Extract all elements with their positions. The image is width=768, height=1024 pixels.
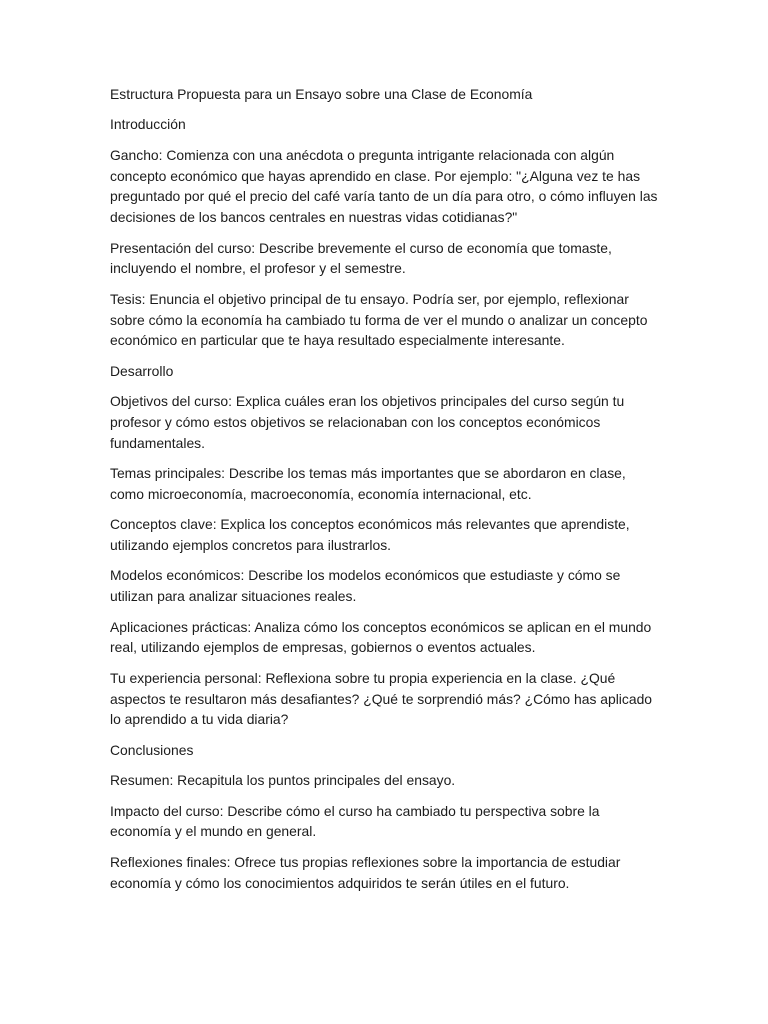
paragraph-temas-principales: Temas principales: Describe los temas más importantes que se abordaron en clase, como microeconomía, macroeconomía, economía internacional, etc.	[110, 465, 626, 502]
paragraph-resumen: Resumen: Recapitula los puntos principales del ensayo.	[110, 772, 456, 789]
paragraph-reflexiones-finales: Reflexiones finales: Ofrece tus propias reflexiones sobre la importancia de estudiar economía y cómo los conocimientos adquiridos te serán útiles en el futuro.	[110, 853, 621, 891]
paragraph-experiencia-personal: Tu experiencia personal: Reflexiona sobre tu propia experiencia en la clase. ¿Qué aspectos te resultaron más desafiantes? ¿Qué te sorprendió más? ¿Cómo has aplicado lo aprendido a tu vida diaria?	[110, 669, 653, 728]
paragraph-impacto-del-curso: Impacto del curso: Describe cómo el curso ha cambiado tu perspectiva sobre la economía y el mundo en general.	[110, 802, 600, 840]
paragraph-conceptos-clave: Conceptos clave: Explica los conceptos económicos más relevantes que aprendiste, utilizando ejemplos concretos para ilustrarlos.	[110, 516, 630, 554]
paragraph-presentacion-del-curso: Presentación del curso: Describe brevemente el curso de economía que tomaste, incluyendo el nombre, el profesor y el semestre.	[110, 239, 612, 277]
paragraph-tesis: Tesis: Enuncia el objetivo principal de tu ensayo. Podría ser, por ejemplo, reflexionar sobre cómo la economía ha cambiado tu forma de ver el mundo o analizar un concepto económico en particular que te haya resultado especialmente interesante.	[110, 290, 648, 349]
document-title: Estructura Propuesta para un Ensayo sobre una Clase de Economía	[110, 86, 533, 102]
paragraph-modelos-economicos: Modelos económicos: Describe los modelos económicos que estudiaste y cómo se utilizan para analizar situaciones reales.	[110, 567, 621, 605]
paragraph-gancho: Gancho: Comienza con una anécdota o pregunta intrigante relacionada con algún concepto económico que hayas aprendido en clase. Por ejemplo: "¿Alguna vez te has preguntado por qué el precio del café varía tanto de un día para otro, o cómo influyen las decisiones de los bancos centrales en nuestras vidas cotidianas?"	[110, 146, 658, 226]
paragraph-objetivos-del-curso: Objetivos del curso: Explica cuáles eran los objetivos principales del curso según tu profesor y cómo estos objetivos se relacionaban con los conceptos económicos fundamentales.	[110, 393, 625, 451]
paragraph-aplicaciones-practicas: Aplicaciones prácticas: Analiza cómo los conceptos económicos se aplican en el mundo real, utilizando ejemplos de empresas, gobiernos o eventos actuales.	[110, 618, 652, 656]
section-heading-conclusiones: Conclusiones	[110, 741, 194, 758]
section-heading-introduccion: Introducción	[110, 116, 186, 133]
section-heading-desarrollo: Desarrollo	[110, 362, 174, 379]
document-body	[110, 84, 658, 903]
